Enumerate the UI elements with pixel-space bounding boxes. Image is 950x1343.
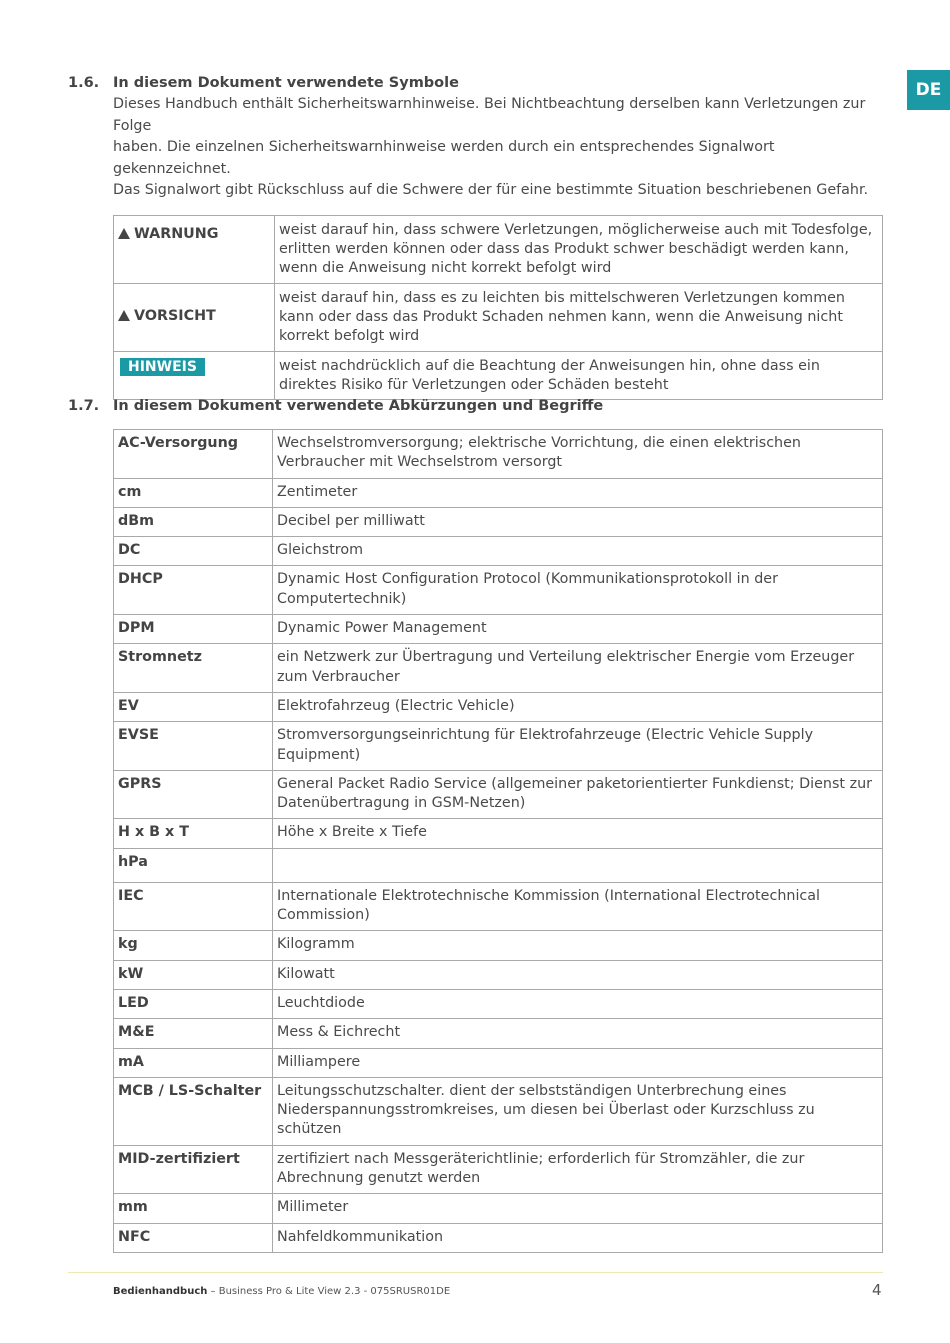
description-cell: Höhe x Breite x Tiefe [273,819,883,848]
description-cell: Internationale Elektrotechnische Kommission (International Electrotechnical Commission) [273,882,883,931]
term-cell: mm [114,1194,273,1223]
table-row [114,1223,883,1252]
symbols-table [113,215,883,401]
term-cell: M&E [114,1019,273,1048]
footer-divider [68,1272,883,1273]
signal-description: weist darauf hin, dass es zu leichten bis mittelschweren Verletzungen kommen kann oder dass das Produkt Schaden nehmen kann, wenn die Anweisung nicht korrekt befolgt wird [275,283,883,351]
term-cell: EV [114,692,273,721]
section-title: In diesem Dokument verwendete Abkürzungen und Begriffe [113,398,604,414]
table-row [114,1048,883,1077]
description-cell: Nahfeldkommunikation [273,1223,883,1252]
description-cell: Wechselstromversorgung; elektrische Vorrichtung, die einen elektrischen Verbraucher mit Wechselstrom versorgt [273,430,883,479]
description-cell: Dynamic Power Management [273,615,883,644]
description-cell: Leuchtdiode [273,989,883,1018]
table-row [114,882,883,931]
table-row [114,430,883,479]
description-cell: Stromversorgungseinrichtung für Elektrofahrzeuge (Electric Vehicle Supply Equipment) [273,722,883,771]
section-heading [68,75,883,91]
table-row [114,1194,883,1223]
footer-document-id: – Business Pro & Lite View 2.3 - 075SRUSR01DE [207,1286,451,1297]
term-cell: dBm [114,507,273,536]
description-cell: Zentimeter [273,478,883,507]
table-row [114,478,883,507]
term-cell: GPRS [114,770,273,819]
table-row [114,989,883,1018]
term-cell: DHCP [114,566,273,615]
table-row [114,566,883,615]
description-cell: Gleichstrom [273,537,883,566]
table-row [114,1019,883,1048]
term-cell: DPM [114,615,273,644]
intro-line: Das Signalwort gibt Rückschluss auf die Schwere der für eine bestimmte Situation beschriebenen Gefahr. [113,182,869,198]
table-row [114,1077,883,1145]
description-cell: Kilogramm [273,931,883,960]
signal-label: VORSICHT [134,307,216,324]
description-cell: Mess & Eichrecht [273,1019,883,1048]
signal-description: weist darauf hin, dass schwere Verletzungen, möglicherweise auch mit Todesfolge, erlitten werden können oder dass das Produkt schwer beschädigt werden kann, wenn die Anweisung nicht korrekt befolgt wird [275,215,883,283]
section-number: 1.6. [68,75,100,91]
term-cell: MID-zertifiziert [114,1145,273,1194]
table-row [114,283,883,351]
table-row [114,848,883,882]
section-symbols [68,75,883,400]
description-cell: ein Netzwerk zur Übertragung und Verteilung elektrischer Energie vom Erzeuger zum Verbraucher [273,644,883,693]
intro-paragraph [113,94,883,202]
table-row [114,770,883,819]
table-row [114,537,883,566]
footer-manual-title: Bedienhandbuch [113,1286,208,1297]
description-cell: Decibel per milliwatt [273,507,883,536]
intro-line: haben. Die einzelnen Sicherheitswarnhinweise werden durch ein entsprechendes Signalwort gekennzeichnet. [113,139,775,177]
description-cell: Elektrofahrzeug (Electric Vehicle) [273,692,883,721]
term-cell: NFC [114,1223,273,1252]
term-cell: MCB / LS-Schalter [114,1077,273,1145]
term-cell: AC-Versorgung [114,430,273,479]
description-cell: Millimeter [273,1194,883,1223]
intro-line: Dieses Handbuch enthält Sicherheitswarnhinweise. Bei Nichtbeachtung derselben kann Verletzungen zur Folge [113,96,866,134]
warning-triangle-icon [118,228,130,239]
table-row [114,692,883,721]
description-cell: zertifiziert nach Messgeräterichtlinie; erforderlich für Stromzähler, die zur Abrechnung genutzt werden [273,1145,883,1194]
description-cell: Milliampere [273,1048,883,1077]
footer-text [113,1286,450,1297]
table-row [114,615,883,644]
term-cell: kW [114,960,273,989]
table-row [114,722,883,771]
term-cell: H x B x T [114,819,273,848]
table-row [114,507,883,536]
signal-label: WARNUNG [134,225,219,242]
term-cell: mA [114,1048,273,1077]
table-row [114,351,883,400]
description-cell: General Packet Radio Service (allgemeiner paketorientierter Funkdienst; Dienst zur Datenübertragung in GSM-Netzen) [273,770,883,819]
table-row [114,819,883,848]
description-cell [273,848,883,882]
term-cell: cm [114,478,273,507]
term-cell: DC [114,537,273,566]
signal-word-warnung [114,215,275,283]
language-tab-de: DE [907,70,950,110]
description-cell: Kilowatt [273,960,883,989]
table-row [114,1145,883,1194]
table-row [114,644,883,693]
signal-word-vorsicht [114,283,275,351]
section-title: In diesem Dokument verwendete Symbole [113,75,459,91]
section-heading [68,398,883,414]
table-row [114,931,883,960]
signal-word-hinweis [114,351,275,400]
warning-triangle-icon [118,310,130,321]
term-cell: IEC [114,882,273,931]
term-cell: Stromnetz [114,644,273,693]
description-cell: Leitungsschutzschalter. dient der selbstständigen Unterbrechung eines Niederspannungsstromkreises, um diesen bei Überlast oder Kurzschluss zu schützen [273,1077,883,1145]
section-abbreviations [68,398,883,1253]
term-cell: EVSE [114,722,273,771]
page-number: 4 [872,1281,882,1299]
signal-description: weist nachdrücklich auf die Beachtung der Anweisungen hin, ohne dass ein direktes Risiko für Verletzungen oder Schäden besteht [275,351,883,400]
hinweis-badge: HINWEIS [120,358,205,376]
section-number: 1.7. [68,398,100,414]
description-cell: Dynamic Host Configuration Protocol (Kommunikationsprotokoll in der Computertechnik) [273,566,883,615]
abbreviations-table [113,429,883,1253]
term-cell: hPa [114,848,273,882]
term-cell: kg [114,931,273,960]
term-cell: LED [114,989,273,1018]
table-row [114,215,883,283]
table-row [114,960,883,989]
